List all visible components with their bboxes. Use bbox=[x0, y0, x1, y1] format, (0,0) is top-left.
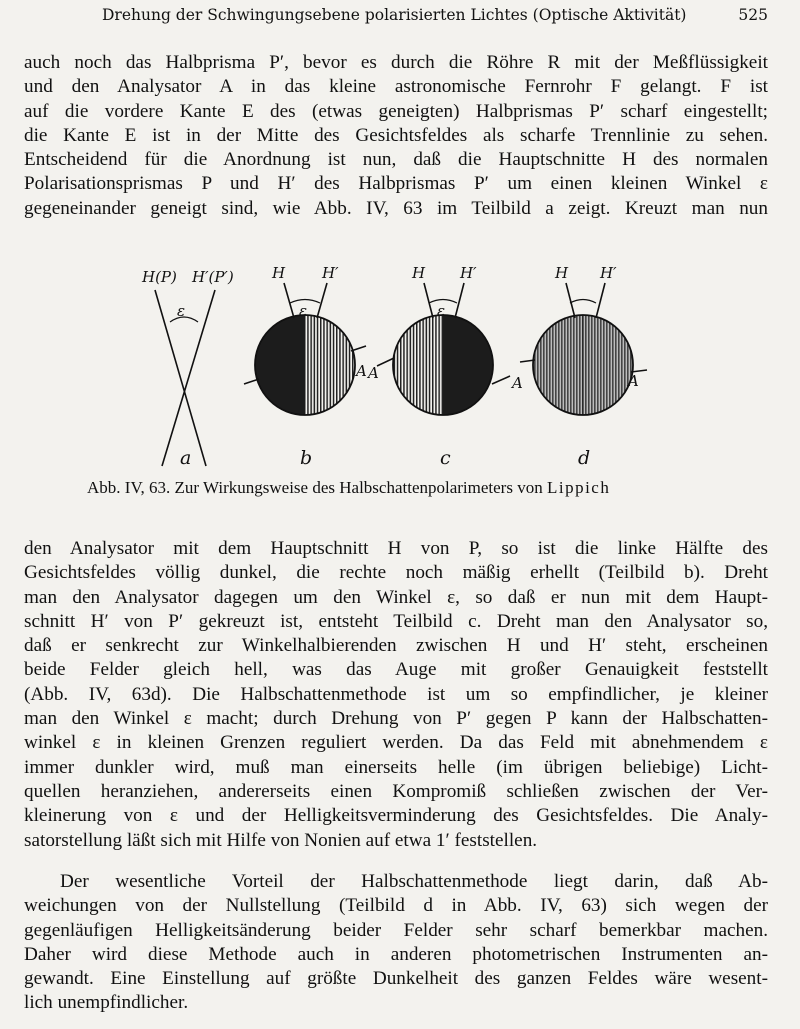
label-Hprime: H′ bbox=[460, 264, 477, 282]
paragraph-2 bbox=[24, 537, 768, 853]
text-line: auf die vordere Kante E des (etwas geneigten) Halbprismas P′ scharf eingestellt; bbox=[24, 100, 768, 122]
line-H bbox=[284, 283, 294, 318]
label-epsilon: ε bbox=[177, 302, 186, 320]
label-H: H bbox=[412, 264, 426, 282]
text-line: weichungen von der Nullstellung (Teilbild d in Abb. IV, 63) sich wegen der bbox=[24, 895, 768, 917]
text-line: und den Analysator A in das kleine astronomische Fernrohr F gelangt. F ist bbox=[24, 76, 768, 98]
text-line: Der wesentliche Vorteil der Halbschattenmethode liegt darin, daß Ab- bbox=[60, 871, 768, 892]
label-A: A bbox=[628, 372, 639, 390]
label-H-P: H(P) bbox=[142, 268, 177, 286]
label-H: H bbox=[272, 264, 286, 282]
analyser-line-left bbox=[377, 358, 394, 366]
text-line: gewandt. Eine Einstellung auf größte Dunkelheit des ganzen Feldes wäre wesent- bbox=[24, 968, 768, 990]
field-half-lit bbox=[305, 315, 355, 415]
text-line: immer dunkler wird, muß man einerseits helle (im übrigen beliebige) Licht- bbox=[24, 756, 768, 778]
subfigure-label-d: d bbox=[578, 447, 591, 469]
text-line: schnitt H′ von P′ gekreuzt ist, entsteht Teilbild c. Dreht man den Analysator so, bbox=[24, 610, 768, 632]
label-A-right: A bbox=[512, 374, 523, 392]
line-H bbox=[566, 283, 575, 318]
text-line: quellen heranziehen, andererseits einen Kompromiß schließen zwischen der Ver- bbox=[24, 780, 768, 802]
line-H bbox=[424, 283, 433, 318]
text-line: auch noch das Halbprisma P′, bevor es durch die Röhre R mit der Meßflüssigkeit bbox=[24, 52, 768, 73]
text-line: Daher wird diese Methode auch in anderen photometrischen Instrumenten an- bbox=[24, 943, 768, 965]
text-line: man den Analysator dagegen um den Winkel ε, so daß er nun mit dem Haupt- bbox=[24, 586, 768, 608]
line-Hprime bbox=[455, 283, 464, 318]
paragraph-3 bbox=[24, 870, 768, 1016]
subfigure-c bbox=[366, 264, 523, 469]
text-line: satorstellung läßt sich mit Hilfe von Nonien auf etwa 1′ feststellen. bbox=[24, 829, 538, 851]
text-line: Polarisationsprismas P und H′ des Halbprismas P′ um einen kleinen Winkel ε bbox=[24, 173, 768, 195]
text-line: Entscheidend für die Anordnung ist nun, daß die Hauptschnitte H des normalen bbox=[24, 149, 768, 171]
subfigure-label-c: c bbox=[440, 447, 451, 469]
running-title: Drehung der Schwingungsebene polarisierten Lichtes (Optische Aktivität) bbox=[102, 6, 687, 24]
caption-author: Lippich bbox=[546, 478, 611, 497]
label-A: A bbox=[356, 362, 367, 380]
text-line: lich unempfindlicher. bbox=[24, 992, 189, 1014]
label-Hprime: H′ bbox=[322, 264, 339, 282]
analyser-line-right bbox=[351, 346, 366, 351]
label-Hprime-Pprime: H′(P′) bbox=[192, 268, 234, 286]
text-line: gegeneinander geneigt sind, wie Abb. IV, 63 im Teilbild a zeigt. Kreuzt man nun bbox=[24, 197, 768, 219]
field-half-dark bbox=[443, 315, 493, 415]
subfigure-d bbox=[520, 264, 647, 469]
field-half-lit bbox=[393, 315, 443, 415]
principal-section-Hprime-line bbox=[162, 290, 215, 466]
text-line: beide Felder gleich hell, was das Auge mit großer Genauigkeit feststellt bbox=[24, 659, 768, 681]
text-line: den Analysator mit dem Hauptschnitt H von P, so ist die linke Hälfte des bbox=[24, 538, 768, 559]
angle-arc bbox=[570, 300, 596, 304]
label-H: H bbox=[555, 264, 569, 282]
label-A-left: A bbox=[368, 364, 379, 382]
analyser-line-right bbox=[492, 376, 510, 384]
analyser-line-left bbox=[244, 379, 259, 384]
figure-caption bbox=[87, 477, 767, 499]
text-line: die Kante E ist in der Mitte des Gesichtsfeldes als scharfe Trennlinie zu sehen. bbox=[24, 124, 768, 146]
text-line: kleinerung von ε und der Helligkeitsverminderung des Gesichtsfeldes. Die Analy- bbox=[24, 805, 768, 827]
text-line: Gesichtsfeldes völlig dunkel, die rechte noch mäßig erhellt (Teilbild b). Dreht bbox=[24, 562, 768, 584]
text-line: man den Winkel ε macht; durch Drehung von P′ gegen P kann der Halbschatten- bbox=[24, 708, 768, 730]
label-Hprime: H′ bbox=[600, 264, 617, 282]
label-epsilon: ε bbox=[299, 302, 308, 320]
subfigure-a bbox=[141, 268, 234, 469]
subfigure-label-b: b bbox=[300, 447, 313, 469]
line-Hprime bbox=[317, 283, 327, 318]
text-line: gegenläufigen Helligkeitsänderung beider Felder sehr scharf bemerkbar machen. bbox=[24, 919, 768, 941]
caption-text: Abb. IV, 63. Zur Wirkungsweise des Halbschattenpolarimeters von bbox=[87, 478, 543, 497]
text-line: (Abb. IV, 63d). Die Halbschattenmethode ist um so empfindlicher, je kleiner bbox=[24, 683, 768, 705]
field-half-dark bbox=[255, 315, 305, 415]
subfigure-b bbox=[244, 264, 367, 469]
text-line: daß er senkrecht zur Winkelhalbierenden zwischen H und H′ steht, erscheinen bbox=[24, 635, 768, 657]
label-epsilon: ε bbox=[437, 302, 446, 320]
page-number: 525 bbox=[738, 6, 768, 24]
line-Hprime bbox=[596, 283, 605, 318]
text-line: winkel ε in kleinen Grenzen reguliert werden. Da das Feld mit abnehmendem ε bbox=[24, 732, 768, 754]
subfigure-label-a: a bbox=[180, 447, 192, 469]
